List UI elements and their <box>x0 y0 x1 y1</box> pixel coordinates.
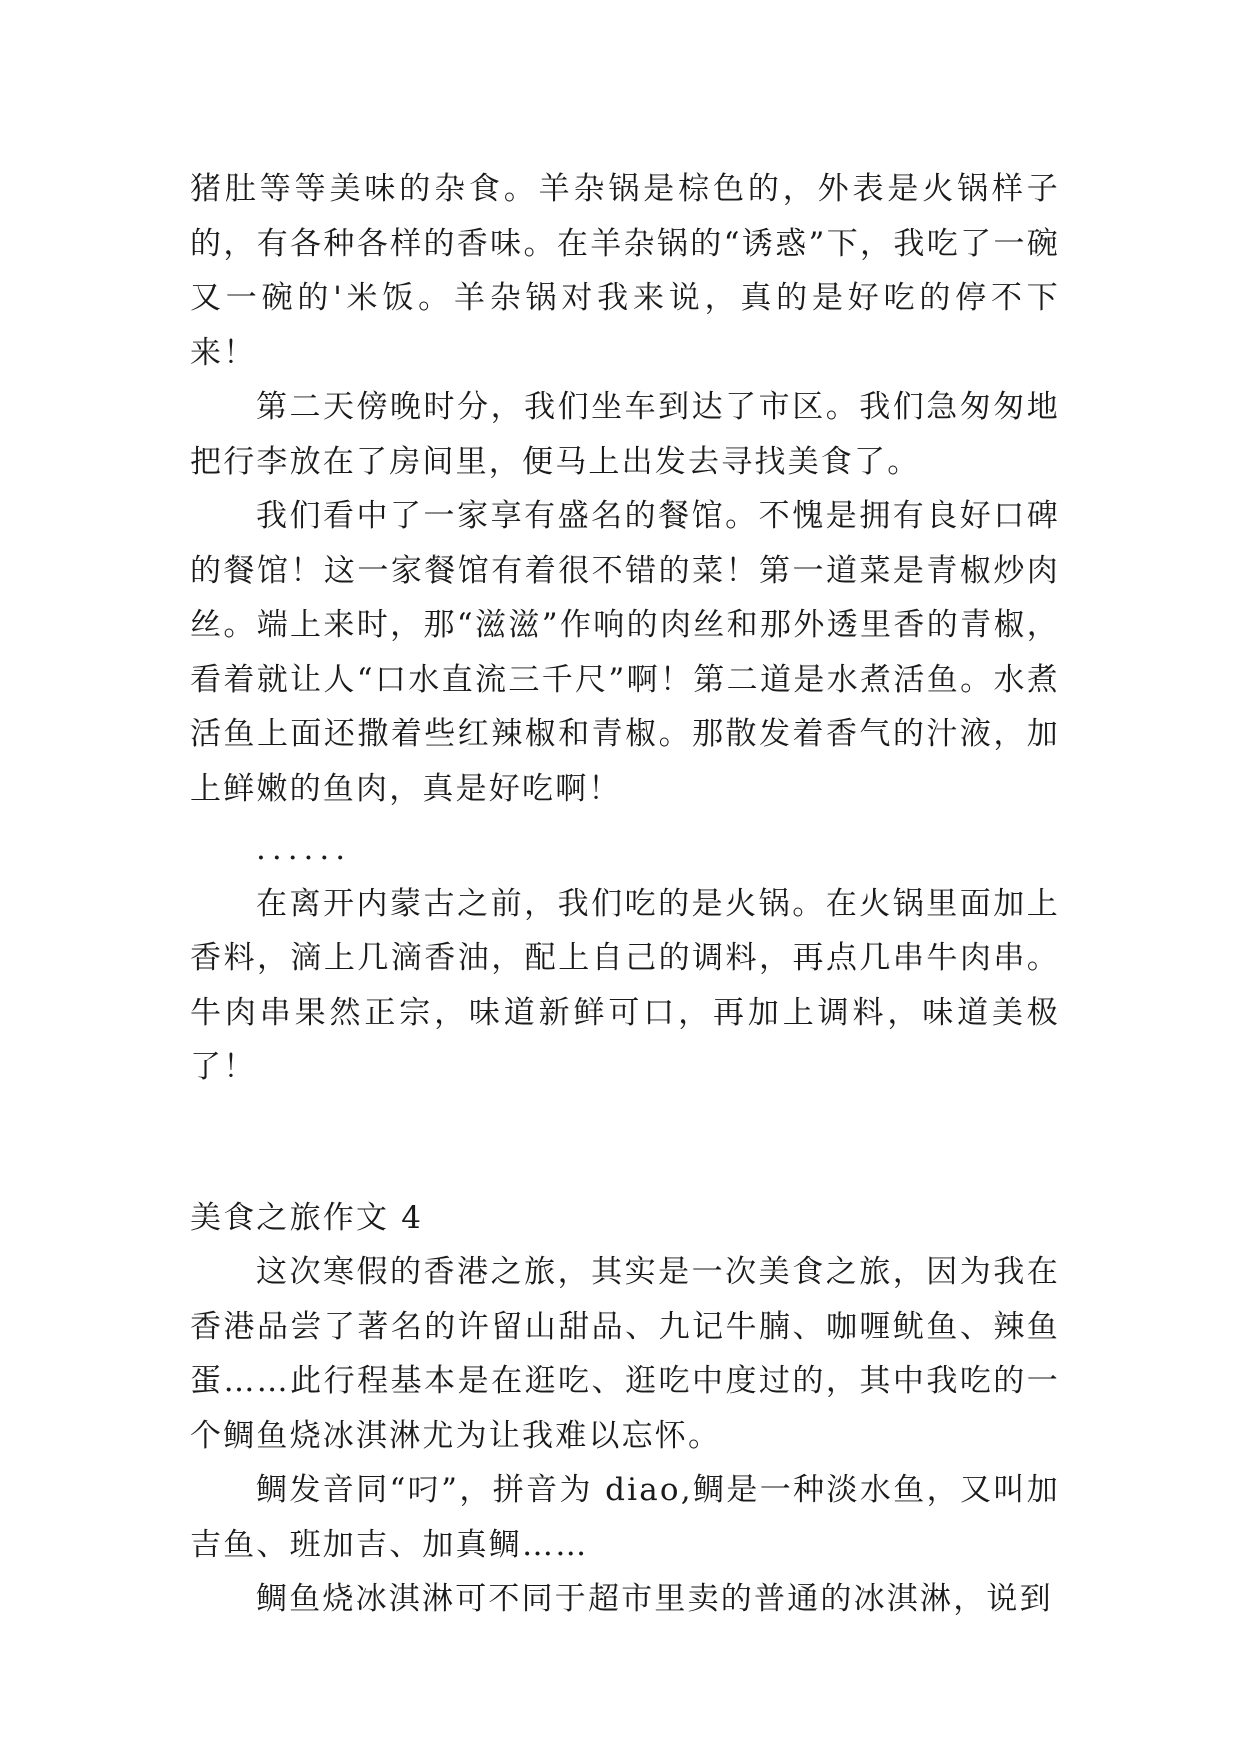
paragraph-hongkong: 这次寒假的香港之旅，其实是一次美食之旅，因为我在香港品尝了著名的许留山甜品、九记牛腩、咖喱鱿鱼、辣鱼蛋……此行程基本是在逛吃、逛吃中度过的，其中我吃的一个鲷鱼烧冰淇淋尤为让我难以忘怀。 <box>190 1254 1060 1454</box>
document-body <box>190 162 1060 1627</box>
paragraph-icecream: 鲷鱼烧冰淇淋可不同于超市里卖的普通的冰淇淋，说到 <box>256 1581 1053 1617</box>
paragraph-continued: 猪肚等等美味的杂食。羊杂锅是棕色的，外表是火锅样子的，有各种各样的香味。在羊杂锅的“诱惑”下，我吃了一碗又一碗的'米饭。羊杂锅对我来说，真的是好吃的停不下来！ <box>190 171 1060 371</box>
paragraph-arrival: 第二天傍晚时分，我们坐车到达了市区。我们急匆匆地把行李放在了房间里，便马上出发去寻找美食了。 <box>190 389 1060 480</box>
paragraph-restaurant: 我们看中了一家享有盛名的餐馆。不愧是拥有良好口碑的餐馆！这一家餐馆有着很不错的菜！第一道菜是青椒炒肉丝。端上来时，那“滋滋”作响的肉丝和那外透里香的青椒，看着就让人“口水直流三千尺”啊！第二道是水煮活鱼。水煮活鱼上面还撒着些红辣椒和青椒。那散发着香气的汁液，加上鲜嫩的鱼肉，真是好吃啊！ <box>190 498 1060 807</box>
section-title: 美食之旅作文 4 <box>190 1199 424 1236</box>
paragraph-hotpot: 在离开内蒙古之前，我们吃的是火锅。在火锅里面加上香料，滴上几滴香油，配上自己的调料，再点几串牛肉串。牛肉串果然正宗，味道新鲜可口，再加上调料，味道美极了！ <box>190 885 1060 1085</box>
paragraph-diao: 鲷发音同“叼”，拼音为 diao,鲷是一种淡水鱼，又叫加吉鱼、班加吉、加真鲷…… <box>190 1472 1060 1563</box>
ellipsis-separator: ...... <box>256 831 352 867</box>
